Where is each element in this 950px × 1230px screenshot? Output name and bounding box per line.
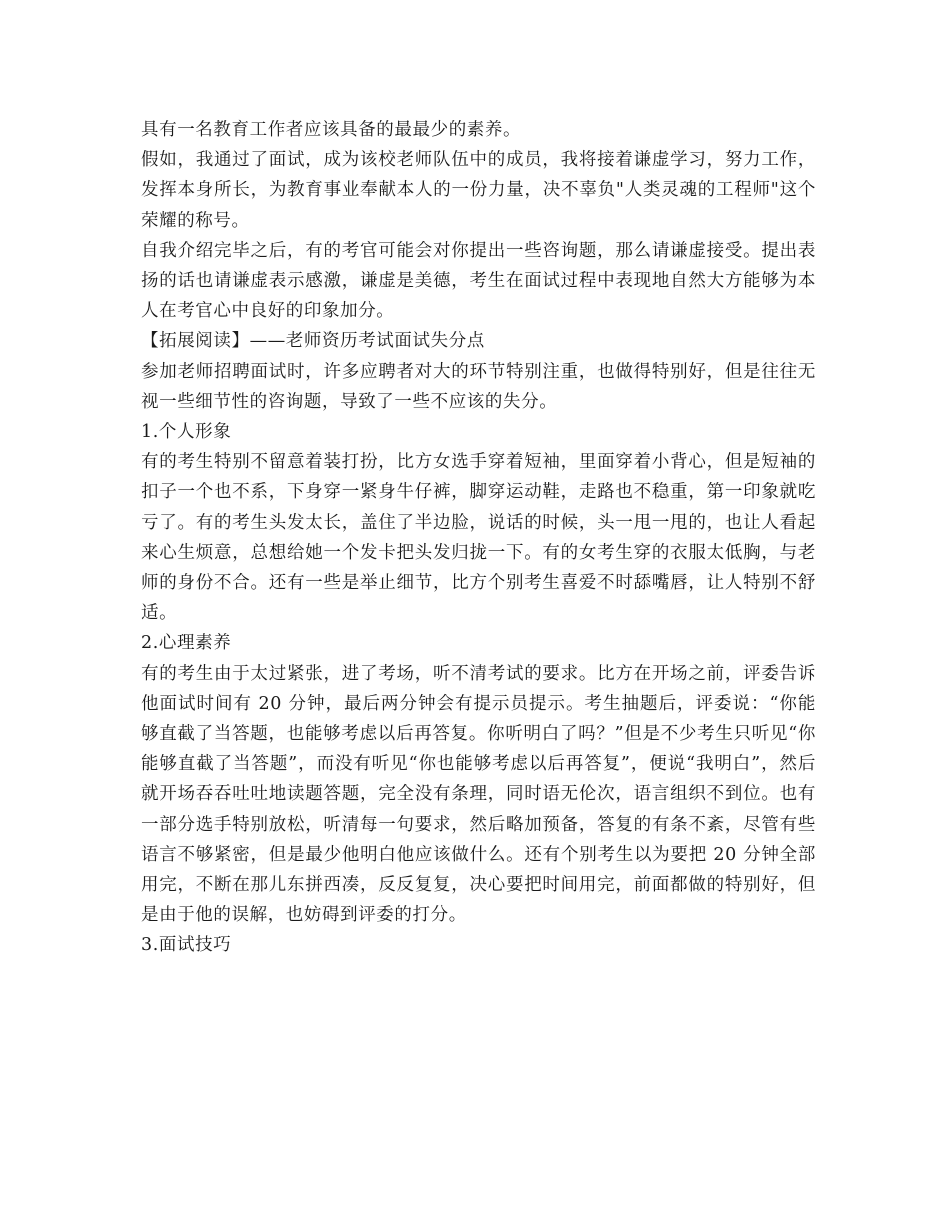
paragraph-questions-advice: 自我介绍完毕之后，有的考官可能会对你提出一些咨询题，那么请谦虚接受。提出表扬的话也请谦虚表示感激，谦虚是美德，考生在面试过程中表现地自然大方能够为本人在考官心中良好的印象加分。 [141, 240, 816, 322]
paragraph-lost-points-intro: 参加老师招聘面试时，许多应聘者对大的环节特别注重，也做得特别好，但是往往无视一些细节性的咨询题，导致了一些不应该的失分。 [141, 361, 816, 412]
paragraph-psychology: 有的考生由于太过紧张，进了考场，听不清考试的要求。比方在开场之前，评委告诉他面试时间有 20 分钟，最后两分钟会有提示员提示。考生抽题后，评委说：“你能够直截了当答题，也能够考虑以后再答复。你听明白了吗？”但是不少考生只听见“你能够直截了当答题”，而没有听见“你也能够考虑以后再答复”，便说“我明白”，然后就开场吞吞吐吐地读题答题，完全没有条理，同时语无伦次，语言组织不到位。也有一部分选手特别放松，听清每一句要求，然后略加预备，答复的有条不紊，尽管有些语言不够紧密，但是最少他明白他应该做什么。还有个别考生以为要把 20 分钟全部用完，不断在那儿东拼西凑，反反复复，决心要把时间用完，前面都做的特别好，但是由于他的误解，也妨碍到评委的打分。 [141, 663, 816, 926]
paragraph-intro-end: 具有一名教育工作者应该具备的最最少的素养。 [141, 120, 522, 140]
extended-reading-heading: 【拓展阅读】——老师资历考试面试失分点 [141, 331, 485, 352]
paragraph-personal-image: 有的考生特别不留意着装打扮，比方女选手穿着短袖，里面穿着小背心，但是短袖的扣子一个也不系，下身穿一紧身牛仔裤，脚穿运动鞋，走路也不稳重，第一印象就吃亏了。有的考生头发太长，盖住了半边脸，说话的时候，头一甩一甩的，也让人看起来心生烦意，总想给她一个发卡把头发归拢一下。有的女考生穿的衣服太低胸，与老师的身份不合。还有一些是举止细节，比方个别考生喜爱不时舔嘴唇，让人特别不舒适。 [141, 452, 816, 624]
section-heading-personal-image: 1.个人形象 [141, 422, 232, 443]
section-heading-interview-skills: 3.面试技巧 [141, 935, 232, 956]
document-body [141, 115, 816, 961]
section-heading-psychology: 2.心理素养 [141, 633, 232, 654]
paragraph-commitment: 假如，我通过了面试，成为该校老师队伍中的成员，我将接着谦虚学习，努力工作，发挥本身所长，为教育事业奉献本人的一份力量，决不辜负"人类灵魂的工程师"这个荣耀的称号。 [141, 150, 816, 231]
